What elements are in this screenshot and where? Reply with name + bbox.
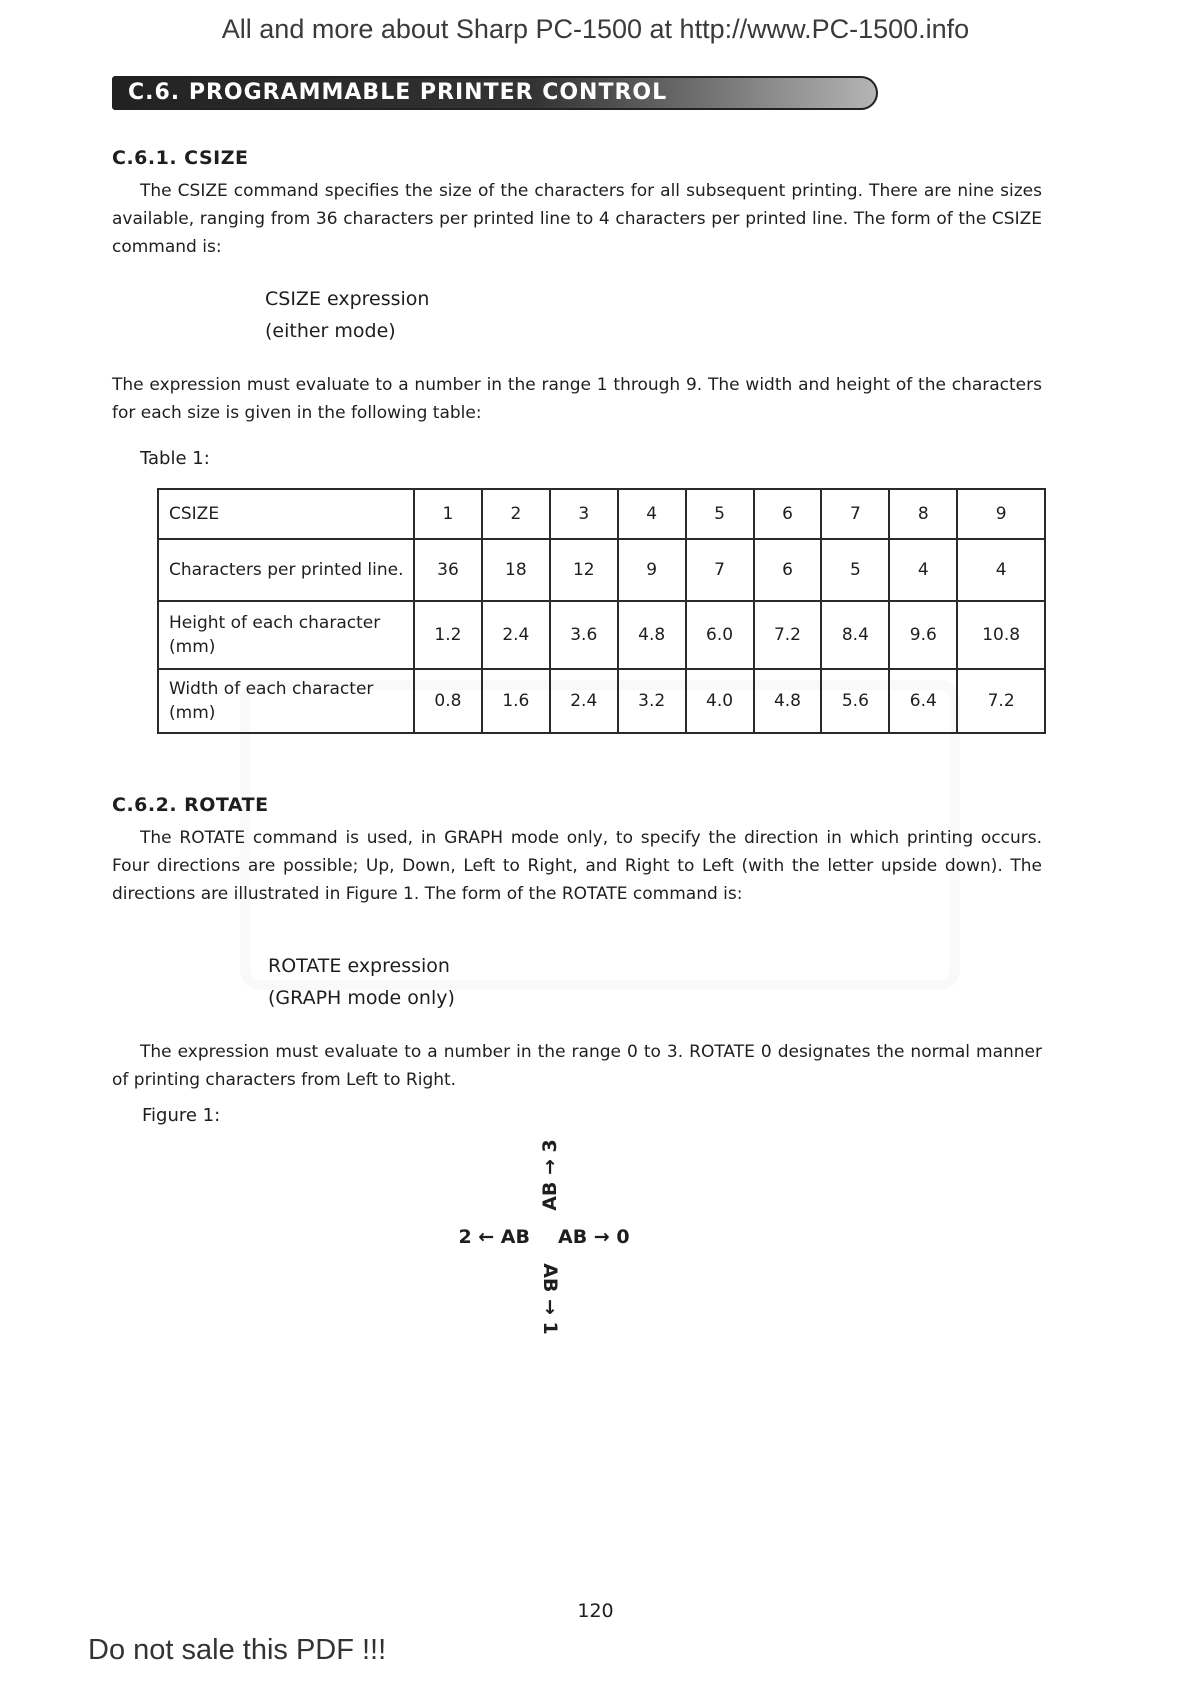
csize-mode: (either mode): [265, 320, 396, 342]
csize-table: [157, 488, 1046, 734]
rotation-up-label: AB → 3: [539, 1139, 561, 1211]
table-cell: 9.6: [889, 601, 957, 669]
footer-note: Do not sale this PDF !!!: [88, 1634, 387, 1666]
table-cell: 4: [957, 539, 1045, 601]
size-cell: 3: [550, 489, 618, 539]
size-cell: 8: [889, 489, 957, 539]
row-label: Height of each character (mm): [158, 601, 414, 669]
table-cell: 3.6: [550, 601, 618, 669]
size-cell: 7: [821, 489, 889, 539]
table-cell: 10.8: [957, 601, 1045, 669]
rotation-right-label: AB → 0: [558, 1226, 630, 1248]
table-header-row: [158, 489, 1045, 539]
header-url: All and more about Sharp PC-1500 at http://www.PC-1500.info: [221, 14, 970, 44]
rotation-down-label: AB → 1: [539, 1263, 561, 1335]
table-cell: 3.2: [618, 669, 686, 733]
table-cell: 5.6: [821, 669, 889, 733]
table-cell: 4.8: [754, 669, 822, 733]
size-cell: 2: [482, 489, 550, 539]
csize-paragraph-1: [112, 177, 1042, 261]
table-cell: 6.4: [889, 669, 957, 733]
size-cell: 5: [686, 489, 754, 539]
rotate-mode: (GRAPH mode only): [268, 987, 455, 1009]
csize-paragraph-1-text: The CSIZE command specifies the size of the characters for all subsequent printing. There are nine sizes available, ranging from 36 characters per printed line to 4 characters per printed line. The form of the CSIZE command is:: [112, 181, 1042, 257]
table-cell: 7: [686, 539, 754, 601]
size-cell: 4: [618, 489, 686, 539]
table-cell: 36: [414, 539, 482, 601]
table-row: [158, 539, 1045, 601]
table-cell: 8.4: [821, 601, 889, 669]
figure-label: Figure 1:: [142, 1105, 221, 1126]
table-cell: 4: [889, 539, 957, 601]
table-row: [158, 669, 1045, 733]
rotate-syntax: ROTATE expression: [268, 955, 450, 977]
rotate-paragraph-1-text: The ROTATE command is used, in GRAPH mode only, to specify the direction in which printing occurs. Four directions are possible; Up, Down, Left to Right, and Right to Left (with the letter upside down). The directions are illustrated in Figure 1. The form of the ROTATE command is:: [112, 828, 1042, 904]
page-number: 120: [577, 1600, 614, 1622]
row-label: Characters per printed line.: [158, 539, 414, 601]
rotate-paragraph-2-text: The expression must evaluate to a number in the range 0 to 3. ROTATE 0 designates the normal manner of printing characters from Left to Right.: [112, 1042, 1042, 1090]
rotation-left-label: 2 ← AB: [458, 1226, 530, 1248]
table-cell: 0.8: [414, 669, 482, 733]
table-cell: 18: [482, 539, 550, 601]
table-cell: 9: [618, 539, 686, 601]
table-cell: 4.8: [618, 601, 686, 669]
csize-paragraph-2: The expression must evaluate to a number in the range 1 through 9. The width and height of the characters for each size is given in the following table:: [112, 375, 1042, 423]
section-title: C.6. PROGRAMMABLE PRINTER CONTROL: [128, 80, 668, 105]
table-cell: 2.4: [550, 669, 618, 733]
table-cell: 2.4: [482, 601, 550, 669]
table-header-label: CSIZE: [158, 489, 414, 539]
row-label: Width of each character (mm): [158, 669, 414, 733]
rotation-figure: [380, 1120, 720, 1350]
size-cell: 1: [414, 489, 482, 539]
table-cell: 7.2: [754, 601, 822, 669]
section-banner: [112, 76, 878, 110]
csize-heading: C.6.1. CSIZE: [112, 147, 249, 169]
table-cell: 1.2: [414, 601, 482, 669]
table-cell: 6.0: [686, 601, 754, 669]
table-cell: 7.2: [957, 669, 1045, 733]
rotate-heading: C.6.2. ROTATE: [112, 794, 269, 816]
csize-syntax: CSIZE expression: [265, 288, 430, 310]
table-cell: 4.0: [686, 669, 754, 733]
table-cell: 1.6: [482, 669, 550, 733]
rotate-paragraph-1: [112, 824, 1042, 908]
table-cell: 5: [821, 539, 889, 601]
size-cell: 9: [957, 489, 1045, 539]
table-cell: 6: [754, 539, 822, 601]
table-row: [158, 601, 1045, 669]
table-cell: 12: [550, 539, 618, 601]
size-cell: 6: [754, 489, 822, 539]
rotate-paragraph-2: [112, 1038, 1042, 1094]
table-label: Table 1:: [140, 448, 210, 469]
